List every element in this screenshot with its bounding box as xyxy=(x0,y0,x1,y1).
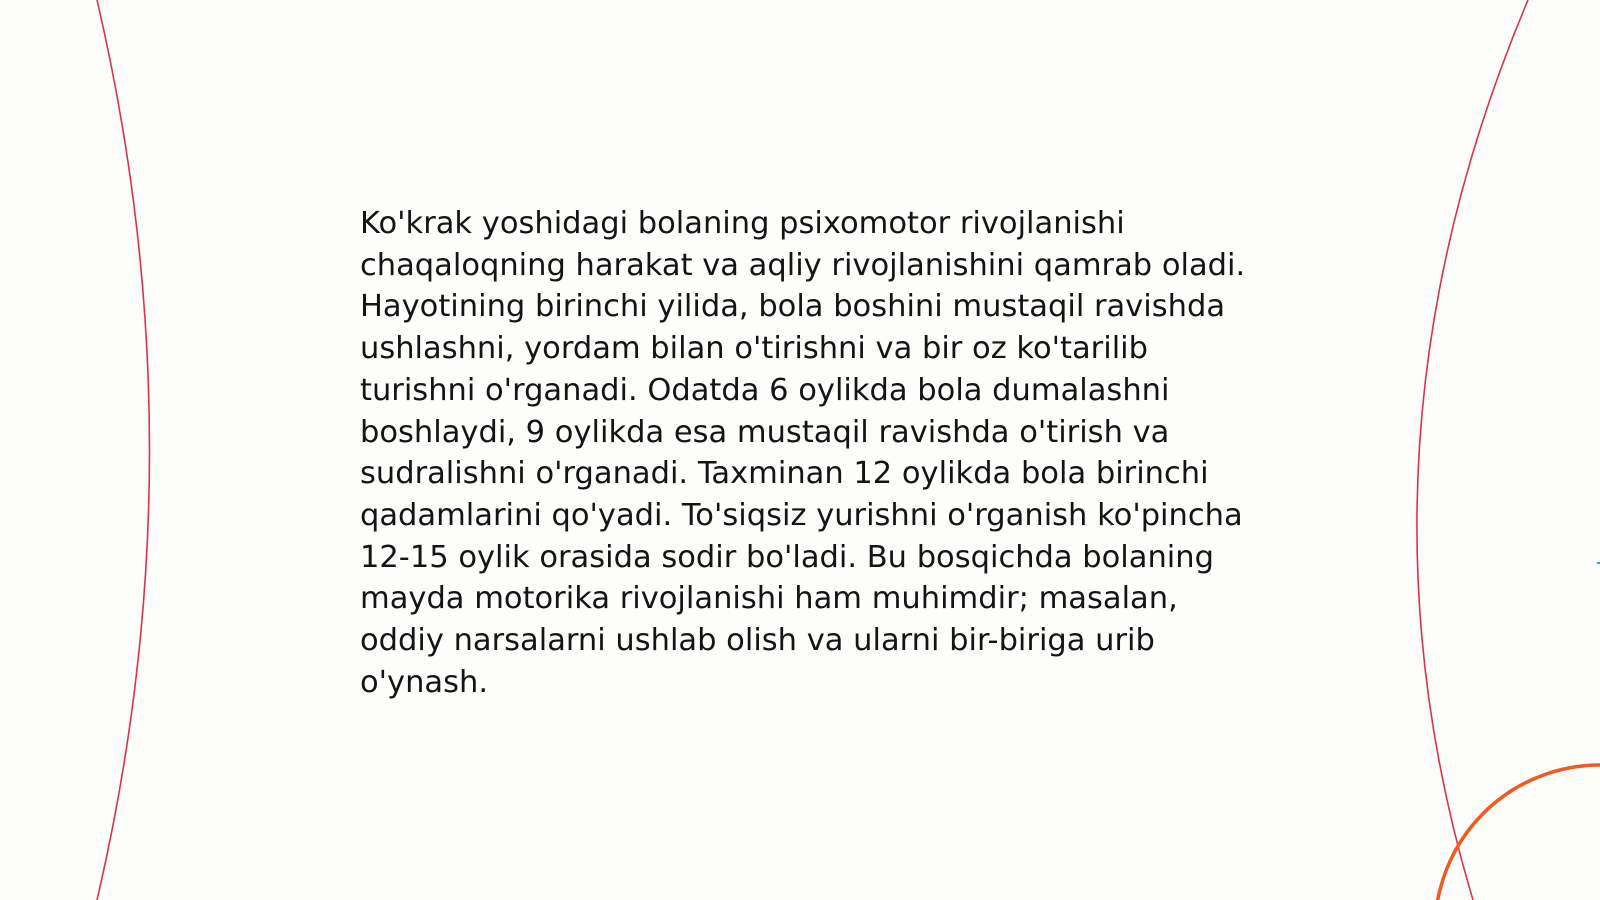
body-paragraph: Ko'krak yoshidagi bolaning psixomotor rivojlanishi chaqaloqning harakat va aqliy rivojlanishini qamrab oladi. Hayotining birinchi yilida, bola boshini mustaqil ravishda ushlashni, yordam bilan o'tirishni va bir oz ko'tarilib turishni o'rganadi. Odatda 6 oylikda bola dumalashni boshlaydi, 9 oylikda esa mustaqil ravishda o'tirish va sudralishni o'rganadi. Taxminan 12 oylikda bola birinchi qadamlarini qo'yadi. To'siqsiz yurishni o'rganish ko'pincha 12-15 oylik orasida sodir bo'ladi. Bu bosqichda bolaning mayda motorika rivojlanishi ham muhimdir; masalan, oddiy narsalarni ushlab olish va ularni bir-biriga urib o'ynash. xyxy=(360,206,1246,700)
orange-circle-arc xyxy=(1435,765,1600,900)
left-arc xyxy=(97,0,150,900)
right-arc xyxy=(1417,0,1528,900)
